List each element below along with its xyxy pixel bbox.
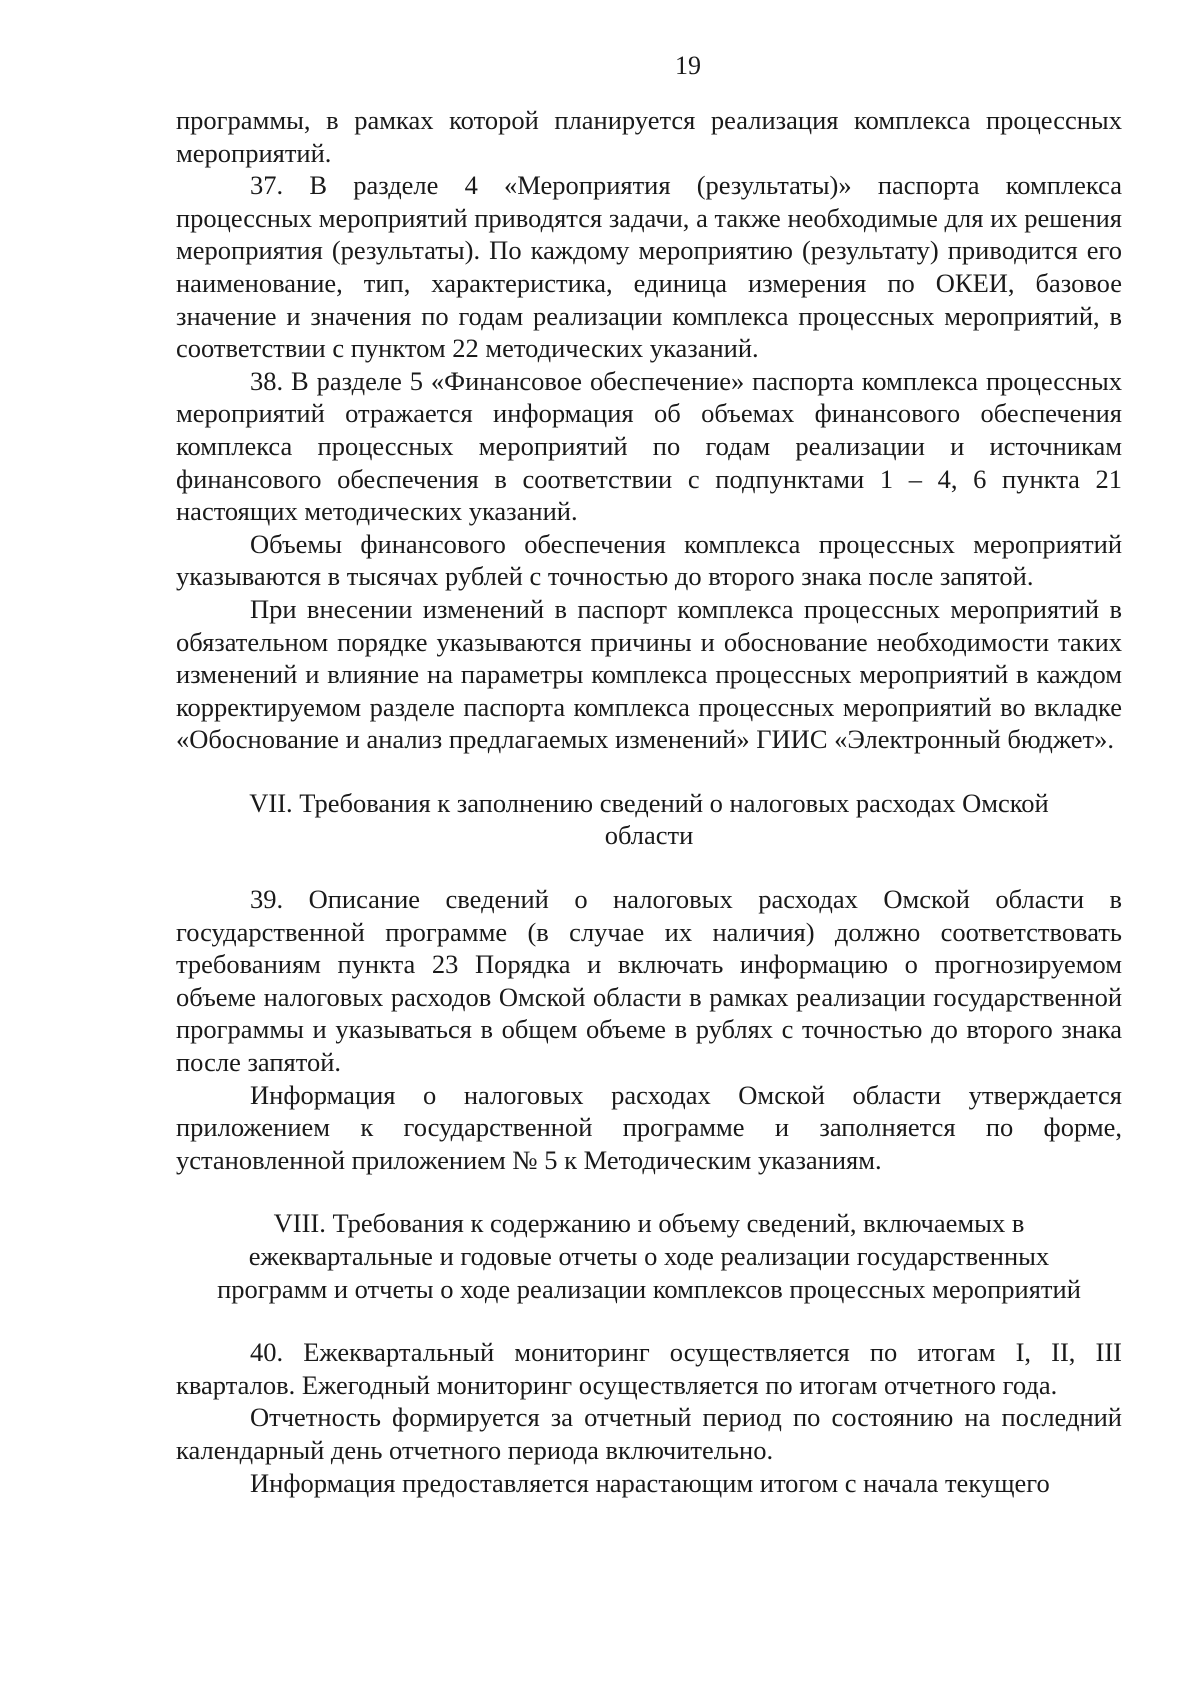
paragraph-continuation: программы, в рамках которой планируется реализация комплекса процессных мероприятий.	[176, 105, 1122, 168]
page-number: 19	[675, 51, 701, 80]
section-heading-viii-line1: VIII. Требования к содержанию и объему сведений, включаемых в	[273, 1208, 1025, 1239]
paragraph-reporting-date: Отчетность формируется за отчетный период по состоянию на последний календарный день отчетного периода включительно.	[176, 1402, 1122, 1465]
section-heading-viii	[176, 1207, 1122, 1305]
paragraph-40: 40. Ежеквартальный мониторинг осуществляется по итогам I, II, III кварталов. Ежегодный мониторинг осуществляется по итогам отчетного года.	[176, 1337, 1122, 1400]
paragraph-37: 37. В разделе 4 «Мероприятия (результаты)» паспорта комплекса процессных мероприятий приводятся задачи, а также необходимые для их решения мероприятия (результаты). По каждому мероприятию (результату) приводится его наименование, тип, характеристика, единица измерения по ОКЕИ, базовое значение и значения по годам реализации комплекса процессных мероприятий, в соответствии с пунктом 22 методических указаний.	[176, 170, 1122, 364]
section-heading-vii-line2: области	[604, 820, 694, 851]
section-heading-viii-line2: ежеквартальные и годовые отчеты о ходе реализации государственных	[248, 1241, 1050, 1271]
paragraph-passport-changes: При внесении изменений в паспорт комплекса процессных мероприятий в обязательном порядке указываются причины и обоснование необходимости таких изменений и влияние на параметры комплекса процессных мероприятий в каждом корректируемом разделе паспорта комплекса процессных мероприятий во вкладке «Обоснование и анализ предлагаемых изменений» ГИИС «Электронный бюджет».	[176, 593, 1122, 755]
paragraph-39: 39. Описание сведений о налоговых расходах Омской области в государственной программе (в случае их наличия) должно соответствовать требованиям пункта 23 Порядка и включать информацию о прогнозируемом объеме налоговых расходов Омской области в рамках реализации государственной программы и указываться в общем объеме в рублях с точностью до второго знака после запятой.	[176, 884, 1122, 1078]
paragraph-cumulative-info: Информация предоставляется нарастающим итогом с начала текущего	[250, 1467, 1050, 1498]
document-body	[176, 104, 1122, 1499]
section-heading-vii	[176, 787, 1122, 852]
paragraph-38: 38. В разделе 5 «Финансовое обеспечение» паспорта комплекса процессных мероприятий отражается информация об объемах финансового обеспечения комплекса процессных мероприятий по годам реализации и источникам финансового обеспечения в соответствии с подпунктами 1 – 4, 6 пункта 21 настоящих методических указаний.	[176, 365, 1122, 527]
section-heading-viii-line3: программ и отчеты о ходе реализации комплексов процессных мероприятий	[217, 1273, 1081, 1304]
section-heading-vii-line1: VII. Требования к заполнению сведений о налоговых расходах Омской	[249, 787, 1049, 818]
paragraph-tax-expenses-info: Информация о налоговых расходах Омской области утверждается приложением к государственной программе и заполняется по форме, установленной приложением № 5 к Методическим указаниям.	[176, 1079, 1122, 1175]
paragraph-financing-volumes: Объемы финансового обеспечения комплекса процессных мероприятий указываются в тысячах рублей с точностью до второго знака после запятой.	[176, 528, 1122, 592]
